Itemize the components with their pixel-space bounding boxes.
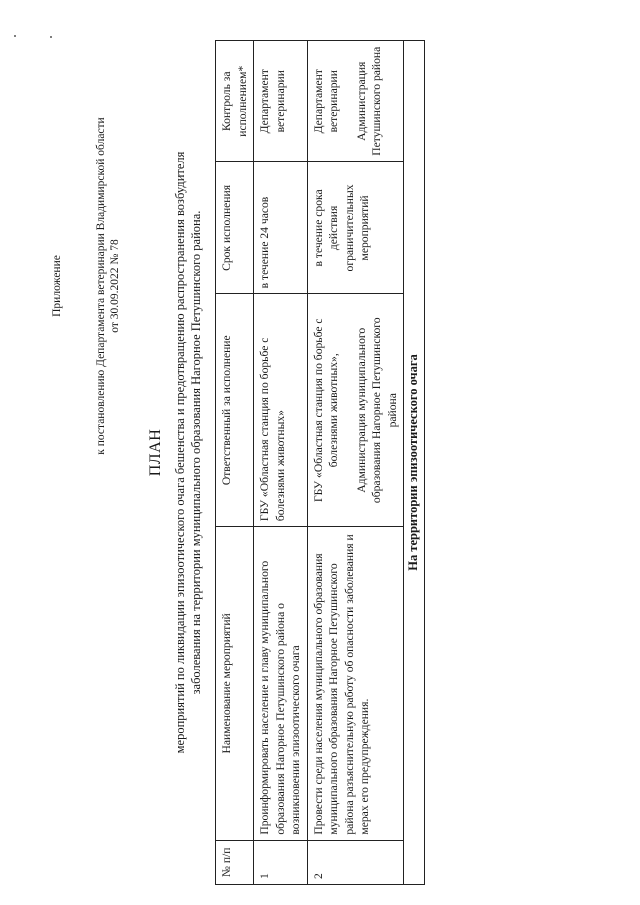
control-main: Департамент ветеринарии (311, 69, 340, 134)
control-extra: Администрация Петушинского района (354, 46, 383, 156)
row-term: в течение срока действия ограничительных мероприятий (307, 162, 404, 294)
control-main: Департамент ветеринарии (258, 69, 287, 134)
header-control: Контроль за исполнением* (216, 41, 254, 162)
header-responsible: Ответственный за исполнение (216, 294, 254, 527)
responsible-main: ГБУ «Областная станция по борьбе с болезнями животных» (258, 337, 287, 522)
plan-title: ПЛАН (147, 428, 164, 477)
responsible-main: ГБУ «Областная станция по борьбе с болезнями животных», (311, 318, 340, 503)
section-heading: На территории эпизоотического очага (404, 41, 425, 885)
header-term: Срок исполнения (216, 162, 254, 294)
row-responsible (254, 294, 308, 527)
row-name: Проинформировать население и главу муниципального образования Нагорное Петушинского района о возникновении эпизоотического очага (254, 527, 308, 840)
row-name: Провести среди населения муниципального образования муниципального образования Нагорное Петушинского района разъяснительную работу об опасности заболевания и мерах его предупреждения. (307, 527, 404, 840)
header-num: № п/п (216, 840, 254, 884)
table-row (254, 41, 308, 885)
row-responsible (307, 294, 404, 527)
row-num: 2 (307, 840, 404, 884)
row-num: 1 (254, 840, 308, 884)
appendix-date-line: от 30.09.2022 № 78 (109, 239, 121, 333)
responsible-extra: Администрация муниципального образования Нагорное Петушинского района (354, 317, 399, 504)
row-control (307, 41, 404, 162)
appendix-decree-line: к постановлению Департамента ветеринарии Владимирской области (95, 117, 107, 455)
plan-subtitle-line-2: заболевания на территории муниципального образования Нагорное Петушинского района. (189, 210, 203, 695)
table-row (307, 41, 404, 885)
plan-subtitle-line-1: мероприятий по ликвидации эпизоотического очага бешенства и предотвращению распространения возбудителя (173, 151, 187, 754)
measures-table (215, 40, 425, 885)
header-name: Наименование мероприятий (216, 527, 254, 840)
row-control (254, 41, 308, 162)
table-header-row (216, 41, 254, 885)
section-heading-row (404, 41, 425, 885)
appendix-title: Приложение (51, 255, 63, 317)
row-term: в течение 24 часов (254, 162, 308, 294)
